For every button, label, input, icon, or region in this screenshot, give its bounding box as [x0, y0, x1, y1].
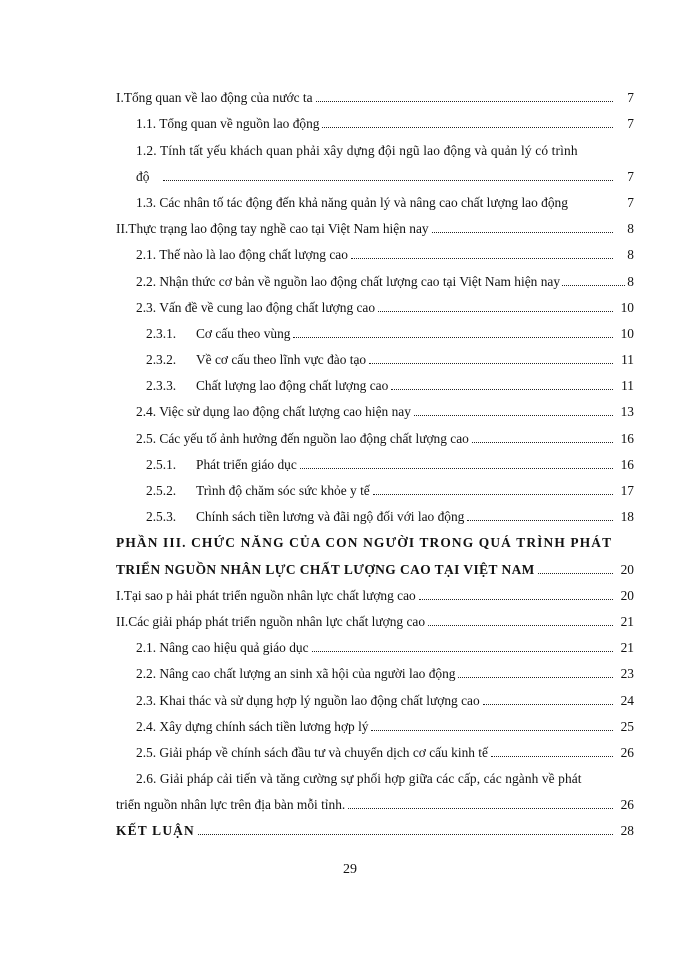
dot-leader: [351, 257, 613, 259]
toc-entry[interactable]: [116, 499, 634, 525]
dot-leader: [322, 126, 613, 128]
dot-leader: [378, 310, 613, 312]
toc-entry-text-continued: TRIỂN NGUỒN NHÂN LỰC CHẤT LƯỢNG CAO TẠI VIỆT NAM: [116, 561, 535, 577]
toc-entry-text-continued: triển nguồn nhân lực trên địa bàn mỗi tỉnh.: [116, 797, 346, 813]
toc-entry[interactable]: [116, 106, 634, 132]
dot-leader: [312, 650, 613, 652]
toc-entry[interactable]: [116, 237, 634, 263]
toc-page-number: 11: [621, 378, 634, 394]
dot-leader: [432, 231, 613, 233]
toc-entry-text: 1.1. Tổng quan về nguồn lao động: [136, 116, 320, 132]
dot-leader: [419, 598, 613, 600]
toc-entry[interactable]: [116, 656, 634, 682]
dot-leader: [373, 493, 613, 495]
toc-entry-number: 2.5.2.: [146, 483, 177, 498]
dot-leader: [369, 362, 613, 364]
toc-entry[interactable]: [116, 263, 634, 289]
dot-leader: [414, 414, 613, 416]
toc-entry[interactable]: [116, 630, 634, 656]
toc-entry[interactable]: [116, 132, 634, 184]
dot-leader: [293, 336, 613, 338]
dot-leader: [371, 729, 613, 731]
dot-leader: [198, 833, 613, 835]
toc-entry-text: Về cơ cấu theo lĩnh vực đào tạo: [196, 352, 367, 368]
toc-page-number: 8: [627, 221, 634, 237]
toc-entry-text: Chất lượng lao động chất lượng cao: [196, 378, 389, 394]
toc-entry[interactable]: [116, 473, 634, 499]
toc-entry-text: 2.3. Khai thác và sử dụng hợp lý nguồn lao động chất lượng cao: [136, 692, 480, 708]
toc-entry-number: 2.3.1.: [146, 325, 177, 341]
dot-leader: [491, 755, 613, 757]
toc-entry-text: PHẦN III. CHỨC NĂNG CỦA CON NGƯỜI TRONG QUÁ TRÌNH PHÁT: [116, 535, 613, 551]
toc-entry-text: 2.4. Việc sử dụng lao động chất lượng cao hiện nay: [136, 404, 411, 420]
toc-entry-text: KẾT LUẬN: [116, 823, 195, 839]
toc-entry-text: 2.1. Thế nào là lao động chất lượng cao: [136, 247, 348, 263]
toc-entry-text: Phát triển giáo dục: [196, 456, 297, 472]
dot-leader: [562, 284, 625, 286]
toc-entry-text: 1.2. Tính tất yếu khách quan phải xây dựng đội ngũ lao động và quản lý có trình: [136, 142, 578, 158]
toc-page-number: 20: [620, 561, 634, 577]
toc-page-number: 11: [621, 352, 634, 368]
toc-entry[interactable]: [116, 578, 634, 604]
toc-page-number: 24: [620, 692, 634, 708]
dot-leader: [163, 179, 613, 181]
toc-entry[interactable]: [116, 447, 634, 473]
toc-page-number: 10: [620, 299, 634, 315]
toc-entry-text: I.Tổng quan về lao động của nước ta: [116, 90, 313, 106]
toc-page-number: 21: [620, 640, 634, 656]
toc-entry-text: 1.3. Các nhân tố tác động đến khả năng quản lý và nâng cao chất lượng lao động: [136, 194, 568, 210]
toc-page-number: 16: [620, 456, 634, 472]
toc-entry[interactable]: [116, 316, 634, 342]
toc-entry[interactable]: [116, 342, 634, 368]
table-of-contents: [116, 80, 634, 839]
dot-leader: [472, 441, 613, 443]
dot-leader: [568, 210, 626, 211]
toc-entry-number: 2.3.3.: [146, 378, 177, 394]
toc-entry-text: 2.6. Giải pháp cải tiến và tăng cường sự phối hợp giữa các cấp, các ngành về phát: [136, 771, 582, 787]
toc-entry-text: Trình độ chăm sóc sức khỏe y tế: [196, 483, 370, 498]
toc-page-number: 16: [620, 430, 634, 446]
dot-leader: [316, 100, 613, 102]
toc-entry[interactable]: [116, 604, 634, 630]
toc-entry[interactable]: [116, 682, 634, 708]
toc-entry[interactable]: [116, 394, 634, 420]
dot-leader: [428, 624, 613, 626]
toc-page-number: 18: [620, 509, 634, 525]
toc-page-number: 26: [620, 744, 634, 760]
toc-page-number: 28: [620, 823, 634, 839]
toc-page-number: 7: [627, 194, 634, 210]
dot-leader: [391, 388, 613, 390]
toc-entry-text: 2.1. Nâng cao hiệu quả giáo dục: [136, 640, 309, 656]
toc-entry[interactable]: [116, 525, 634, 577]
dot-leader: [483, 703, 613, 705]
toc-entry-number: 2.3.2.: [146, 352, 177, 368]
toc-page-number: 8: [627, 247, 634, 263]
toc-page-number: 7: [627, 90, 634, 106]
toc-entry[interactable]: [116, 290, 634, 316]
toc-entry-text-continued: độ: [136, 168, 150, 184]
toc-entry[interactable]: [116, 420, 634, 446]
toc-entry-text: II.Các giải pháp phát triển nguồn nhân lực chất lượng cao: [116, 613, 426, 629]
toc-page-number: 8: [627, 273, 634, 289]
toc-entry-text: 2.5. Các yếu tố ảnh hưởng đến nguồn lao động chất lượng cao: [136, 430, 469, 446]
dot-leader: [467, 519, 613, 521]
toc-entry[interactable]: [116, 368, 634, 394]
toc-entry[interactable]: [116, 813, 634, 839]
toc-page-number: 7: [627, 116, 634, 132]
toc-entry[interactable]: [116, 211, 634, 237]
toc-entry-text: II.Thực trạng lao động tay nghề cao tại Việt Nam hiện nay: [116, 221, 429, 237]
toc-entry-text: 2.5. Giải pháp về chính sách đầu tư và chuyển dịch cơ cấu kinh tế: [136, 744, 488, 760]
toc-entry-text: I.Tại sao p hải phát triển nguồn nhân lực chất lượng cao: [116, 587, 416, 603]
page-number: 29: [343, 862, 357, 877]
toc-page-number: 10: [620, 325, 634, 341]
toc-entry-text: Cơ cấu theo vùng: [196, 325, 291, 341]
toc-page-number: 17: [620, 483, 634, 498]
dot-leader: [348, 807, 613, 809]
dot-leader: [458, 676, 613, 678]
toc-entry-number: 2.5.1.: [146, 456, 177, 472]
toc-page-number: 23: [620, 666, 634, 682]
dot-leader: [538, 572, 613, 574]
toc-entry-text: Chính sách tiền lương và đãi ngộ đối với lao động: [196, 509, 465, 525]
toc-page-number: 25: [620, 718, 634, 734]
toc-entry-text: 2.3. Vấn đề về cung lao động chất lượng cao: [136, 299, 376, 315]
dot-leader: [300, 467, 613, 469]
toc-entry[interactable]: [116, 80, 634, 106]
toc-entry[interactable]: [116, 761, 634, 813]
toc-page-number: 13: [620, 404, 634, 420]
toc-page-number: 21: [620, 613, 634, 629]
toc-entry-text: 2.4. Xây dựng chính sách tiền lương hợp lý: [136, 718, 369, 734]
toc-page-number: 20: [620, 587, 634, 603]
toc-entry[interactable]: [116, 185, 634, 211]
toc-entry[interactable]: [116, 735, 634, 761]
toc-entry-text: 2.2. Nhận thức cơ bản về nguồn lao động chất lượng cao tại Việt Nam hiện nay: [136, 273, 561, 289]
toc-entry-text: 2.2. Nâng cao chất lượng an sinh xã hội của người lao động: [136, 666, 456, 682]
toc-entry-number: 2.5.3.: [146, 509, 177, 525]
toc-page-number: 26: [620, 797, 634, 813]
toc-entry[interactable]: [116, 709, 634, 735]
toc-page-number: 7: [627, 168, 634, 184]
